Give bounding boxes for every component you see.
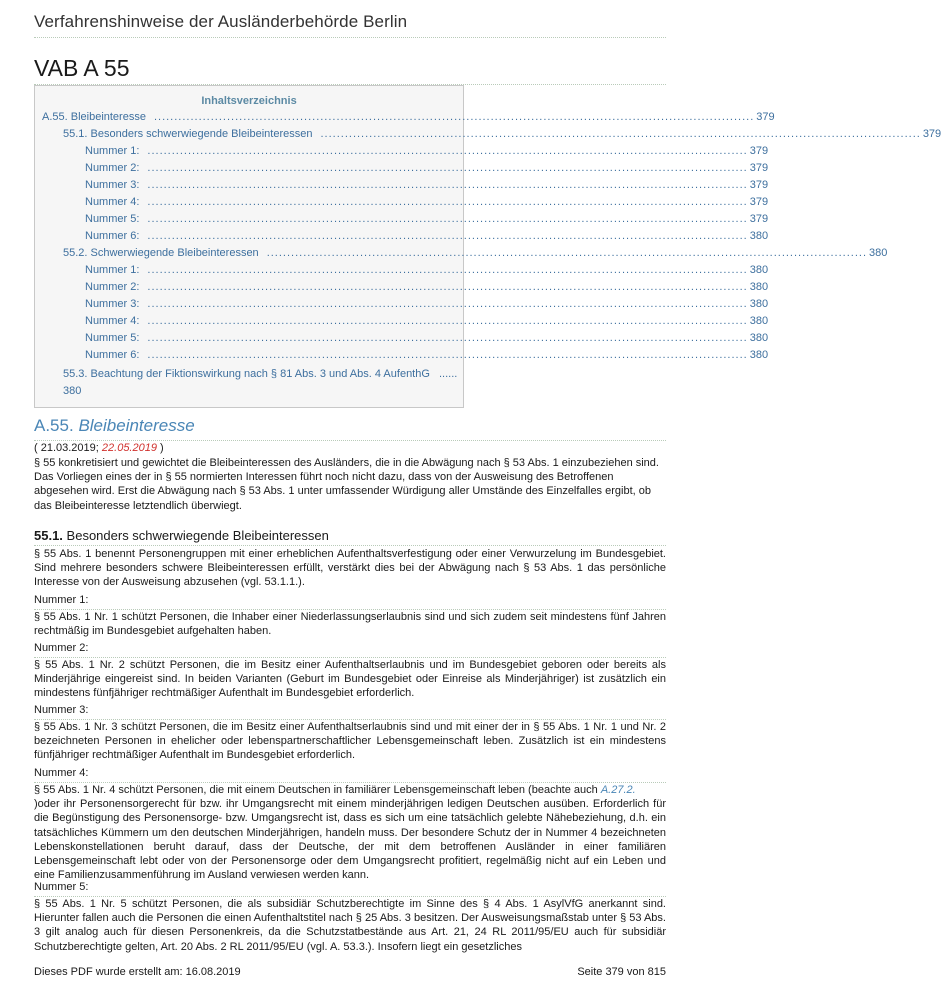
toc-leader-dots: .................................................................................................................................................... (147, 315, 748, 327)
toc-leader-dots: .................................................................................................................................................... (153, 111, 755, 123)
nummer-2-label: Nummer 2: (34, 642, 89, 654)
toc-entry-page: 380 (869, 247, 888, 259)
toc-entry-page: 380 (749, 230, 769, 242)
section-title: Bleibeinteresse (78, 416, 195, 435)
toc-leader-dots: ...... (438, 368, 458, 380)
toc-entry-page: 379 (749, 196, 769, 208)
section-number: A.55. (34, 416, 74, 435)
cross-reference-link[interactable]: A.27.2. (600, 784, 636, 796)
toc-leader-dots: .................................................................................................................................................... (147, 230, 748, 242)
toc-leader-dots: .................................................................................................................................................... (266, 247, 867, 259)
subsection-title: Besonders schwerwiegende Bleibeinteressen (66, 528, 329, 543)
toc-entry-page: 380 (749, 332, 769, 344)
toc-entry-page: 379 (749, 145, 769, 157)
toc-entry[interactable] (85, 230, 769, 244)
revision-dates (34, 442, 164, 454)
date-close: ) (160, 442, 164, 454)
toc-entry-page: 380 (749, 264, 769, 276)
toc-entry-label: Nummer 1: (85, 264, 140, 276)
nummer-3-label: Nummer 3: (34, 704, 89, 716)
toc-entry[interactable] (85, 349, 769, 363)
toc-leader-dots: .................................................................................................................................................... (147, 298, 748, 310)
toc-entry[interactable] (85, 298, 769, 312)
toc-heading: Inhaltsverzeichnis (201, 95, 297, 107)
nummer-5-label: Nummer 5: (34, 881, 89, 893)
section-heading (34, 416, 195, 436)
toc-entry-label: Nummer 6: (85, 349, 140, 361)
nummer-1-paragraph: § 55 Abs. 1 Nr. 1 schützt Personen, die Inhaber einer Niederlassungserlaubnis sind und sich zudem seit mindestens fünf Jahren rechtmäßig im Bundesgebiet aufgehalten haben. (34, 611, 666, 638)
toc-entry[interactable] (85, 162, 769, 176)
toc-entry[interactable] (85, 213, 769, 227)
toc-entry[interactable] (63, 247, 888, 261)
subsection-number: 55.1. (34, 528, 63, 543)
toc-entry-wrapped[interactable] (63, 366, 459, 400)
section-divider (34, 440, 666, 441)
running-header: Verfahrenshinweise der Ausländerbehörde Berlin (34, 12, 408, 31)
toc-entry[interactable] (85, 179, 769, 193)
toc-leader-dots: .................................................................................................................................................... (147, 264, 748, 276)
subsection-intro-paragraph: § 55 Abs. 1 benennt Personengruppen mit einer erheblichen Aufenthaltsverfestigung oder einer Verwurzelung im Bundesgebiet. Sind mehrere besonders schwere Bleibeinteressen erfüllt, verstärkt dies bei der Abwägung nach § 53 Abs. 1 das persönliche Interesse von der Ausweisung abzusehen (vgl. 53.1.1.). (34, 548, 666, 589)
toc-entry-page: 380 (63, 385, 82, 397)
toc-leader-dots: .................................................................................................................................................... (147, 281, 748, 293)
toc-entry-label: Nummer 6: (85, 230, 140, 242)
nummer-2-paragraph: § 55 Abs. 1 Nr. 2 schützt Personen, die im Besitz einer Aufenthaltserlaubnis und im Bundesgebiet geboren oder bereits als Minderjährige eingereist sind. In beiden Varianten (Geburt im Bundesgebiet oder Einreise als Minderjähriger) ist zusätzlich ein mindestens fünfjähriger rechtmäßiger Aufenthalt im Bundesgebiet erforderlich. (34, 659, 666, 700)
section-intro-paragraph: § 55 konkretisiert und gewichtet die Bleibeinteressen des Ausländers, die in die Abwägung nach § 53 Abs. 1 einzubeziehen sind. Das Vorliegen eines der in § 55 normierten Interessen führt noch nicht dazu, dass von der Ausweisung des Betroffenen abgesehen wird. Erst die Abwägung nach § 53 Abs. 1 unter umfassender Würdigung aller Umstände des Einzelfalles ergibt, ob das Bleibeinteresse letztendlich überwiegt. (34, 457, 659, 512)
toc-leader-dots: .................................................................................................................................................... (147, 145, 748, 157)
subsection-divider (34, 545, 666, 546)
toc-entry-label: 55.3. Beachtung der Fiktionswirkung nach § 81 Abs. 3 und Abs. 4 AufenthG (63, 368, 430, 380)
toc-entry-label: 55.1. Besonders schwerwiegende Bleibeinteressen (63, 128, 313, 140)
nummer-4-label: Nummer 4: (34, 767, 89, 779)
toc-entry-page: 380 (749, 349, 769, 361)
toc-leader-dots: .................................................................................................................................................... (147, 332, 748, 344)
toc-entry[interactable] (85, 332, 769, 346)
toc-leader-dots: .................................................................................................................................................... (320, 128, 921, 140)
table-of-contents (34, 85, 941, 408)
toc-entry-page: 380 (749, 281, 769, 293)
toc-entry[interactable] (42, 111, 775, 125)
toc-entry-label: Nummer 3: (85, 298, 140, 310)
subsection-heading (34, 528, 329, 543)
toc-entry-label: Nummer 3: (85, 179, 140, 191)
toc-entry-page: 380 (749, 315, 769, 327)
footer-page-number: Seite 379 von 815 (577, 966, 666, 978)
date-original: ( 21.03.2019; (34, 442, 99, 454)
toc-entry-label: Nummer 5: (85, 213, 140, 225)
toc-leader-dots: .................................................................................................................................................... (147, 349, 748, 361)
toc-entry-label: 55.2. Schwerwiegende Bleibeinteressen (63, 247, 259, 259)
toc-leader-dots: .................................................................................................................................................... (147, 196, 748, 208)
footer-created-date: Dieses PDF wurde erstellt am: 16.08.2019 (34, 966, 241, 978)
toc-entry-label: Nummer 2: (85, 281, 140, 293)
nummer-3-paragraph: § 55 Abs. 1 Nr. 3 schützt Personen, die im Besitz einer Aufenthaltserlaubnis sind und mit einer der in § 55 Abs. 1 Nr. 1 und Nr. 2 bezeichneten Personen in ehelicher oder lebenspartnerschaftlicher Lebensgemeinschaft leben. Zusätzlich ist ein mindestens fünfjähriger rechtmäßiger Aufenthalt im Bundesgebiet erforderlich. (34, 721, 666, 762)
toc-leader-dots: .................................................................................................................................................... (147, 179, 748, 191)
nummer-1-label: Nummer 1: (34, 594, 89, 606)
toc-entry[interactable] (85, 264, 769, 278)
toc-entry[interactable] (85, 196, 769, 210)
toc-leader-dots: .................................................................................................................................................... (147, 213, 748, 225)
toc-entry-page: 379 (749, 213, 769, 225)
toc-entry[interactable] (85, 315, 769, 329)
header-divider (34, 37, 666, 38)
toc-entry-page: 379 (749, 162, 769, 174)
toc-entry[interactable] (63, 128, 941, 142)
nummer-4-text-start: § 55 Abs. 1 Nr. 4 schützt Personen, die mit einem Deutschen in familiärer Lebensgemeinschaft leben (beachte auch (34, 784, 598, 796)
toc-leader-dots: .................................................................................................................................................... (147, 162, 748, 174)
toc-entry-label: Nummer 4: (85, 315, 140, 327)
toc-entry-label: Nummer 1: (85, 145, 140, 157)
toc-entry[interactable] (85, 145, 769, 159)
toc-entry[interactable] (85, 281, 769, 295)
toc-entry-label: Nummer 2: (85, 162, 140, 174)
nummer-5-paragraph: § 55 Abs. 1 Nr. 5 schützt Personen, die als subsidiär Schutzberechtigte im Sinne des § 4 Abs. 1 AsylVfG anerkannt sind. Hierunter fallen auch die Personen die einen Aufenthaltstitel nach § 25 Abs. 3 besitzen. Der Ausweisungsmaßstab unter § 53 Abs. 3 gilt analog auch für diesen Personenkreis, da die Schutzstatbestände aus Art. 21, 24 RL 2011/95/EU auch für subsidiär Schutzberechtigte gelten, Art. 20 Abs. 2 RL 2011/95/EU (vgl. A. 53.3.). Insofern liegt ein gesetzliches (34, 898, 666, 953)
nummer-4-text-rest: )oder ihr Personensorgerecht für bzw. ihr Umgangsrecht mit einem minderjährigen ledigen Deutschen ausüben. Erforderlich für die Begünstigung des Personensorge- bzw. Umgangsrecht ist, dass es sich um eine tatsächlich gelebte Nähebeziehung, d.h. ein tatsächliches Kümmern um den deutschen Minderjährigen, handeln muss. Der besondere Schutz der in Nummer 4 bezeichneten Lebenskonstellationen beruht darauf, dass der Deutsche, der mit dem betroffenen Ausländer in einer familiären Lebensgemeinschaft lebt oder von der Personensorge oder dem Umgangsrecht profitiert, regelmäßig nicht auf ein Leben und eine Familienzusammenführung im Ausland verwiesen werden kann. (34, 798, 666, 882)
nummer-4-paragraph (34, 783, 666, 882)
toc-entry-label: Nummer 5: (85, 332, 140, 344)
date-updated: 22.05.2019 (101, 442, 157, 454)
toc-entry-label: A.55. Bleibeinteresse (42, 111, 146, 123)
toc-entry-page: 380 (749, 298, 769, 310)
toc-entry-page: 379 (749, 179, 769, 191)
document-title: VAB A 55 (34, 55, 130, 81)
toc-entry-page: 379 (756, 111, 775, 123)
toc-entry-page: 379 (922, 128, 941, 140)
toc-entry-label: Nummer 4: (85, 196, 140, 208)
